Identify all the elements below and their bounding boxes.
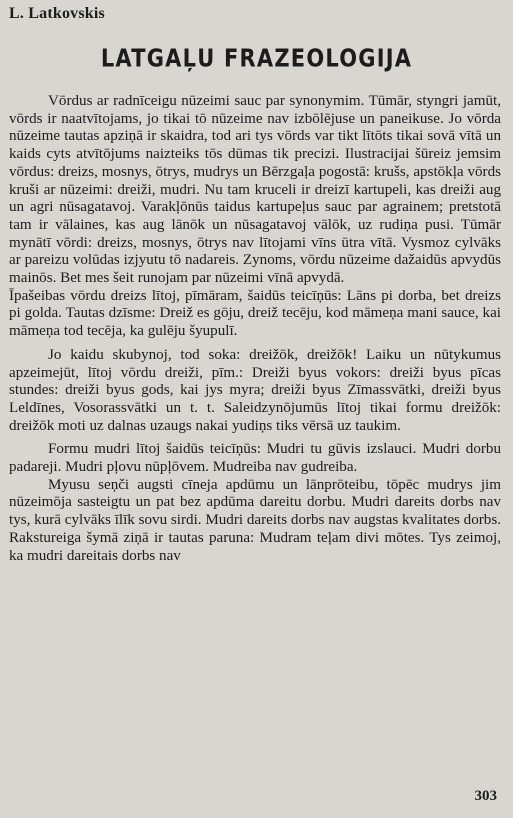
paragraph-synonyms: Vōrdus ar radnīceigu nūzeimi sauc par synonymim. Tūmār, styngri jamūt, vōrds ir naatvītojams, jo tikai tō nūzeime nav izbōlējuse un paneikuse. Jo vōrda nūzeime tautas apziņā ir skaidra, tod ari tys vōrds var tikt lītōts tikai sovā vītā un kaids cyts atvītōjums naizteiks tōs dūmas tik precizi. Ilustracijai šūreiz jemsim vōrdus: dreizs, mosnys, ōtrys, mudrys un Bērzgaļa pogostā: krušs, apstōkļa vōrds kruši ar nūzeimi: dreiži, mudri. Nu tam kruceli ir dreizī kartupeli, kas dreiži aug un agri nūsagatavoj. Varakļōnūs taidus kartupeļus sauc par agrainem; pretstotā tam ir vālaines, kas aug lānōk un nūsagatavoj vālōk, uz rudiņa pusi. Tūmār mynātī vōrdi: dreizs, mosnys, ōtrys nav lītojami vīns ūtra vītā. Vysmoz cylvāks ar pareizu volūdas izjyutu tō nadareis. Zynoms, vōrdu nūzeime dažaidūs apvydūs mainōs. Bet mes šeit runojam par nūzeimi vīnā apvydā.	[9, 93, 501, 287]
paragraph-dreizs: Īpašeibas vōrdu dreizs lītoj, pīmāram, šaidūs teicīņūs: Lāns pi dorba, bet dreizs pi golda. Tautas dzīsme: Dreiž es gōju, dreiž tecēju, kod māmeņa mani sauce, kai māmeņa tod tecēja, ka gulēju šyupulī.	[9, 287, 501, 340]
author-name: L. Latkovskis	[9, 5, 105, 22]
paragraph-dreizok: Jo kaidu skubynoj, tod soka: dreižōk, dreižōk! Laiku un nūtykumus apzeimejūt, lītoj vōrdu dreiži, pīm.: Dreiži byus vokors: dreiži byus pīcas stundes: dreiži byus gods, kai jys myra; dreiži byus Zīmassvātki, dreiži byus Leldīnes, Vosorassvātki un t. t. Saleidzynōjumūs lītoj tikai formu dreižōk: dreižōk moti uz dalnas uzaugs nakai yudiņs tiks vērsā uz taukim.	[9, 346, 501, 434]
paragraph-mudri: Formu mudri lītoj šaidūs teicīņūs: Mudri tu gūvis izslauci. Mudri dorbu padareji. Mudri pļovu nūpļōvem. Mudreiba nav gudreiba.	[9, 441, 501, 476]
page-number: 303	[474, 788, 497, 804]
paragraph-ancestors: Myusu seņči augsti cīneja apdūmu un lānprōteibu, tōpēc mudrys jim nūzeimōja sasteigtu un pat bez apdūma dareitu dorbu. Mudri dareits dorbs nav tys, kurā cylvāks īlīk sovu sirdi. Mudri dareits dorbs nav augstas kvalitates dorbs. Rakstureiga šymā ziņā ir tautas paruna: Mudram teļam divi mōtes. Tys zeimoj, ka mudri dareitais dorbs nav	[9, 476, 501, 564]
article-body	[9, 93, 501, 565]
article-title: LATGAĻU FRAZEOLOGIJA	[100, 44, 413, 73]
